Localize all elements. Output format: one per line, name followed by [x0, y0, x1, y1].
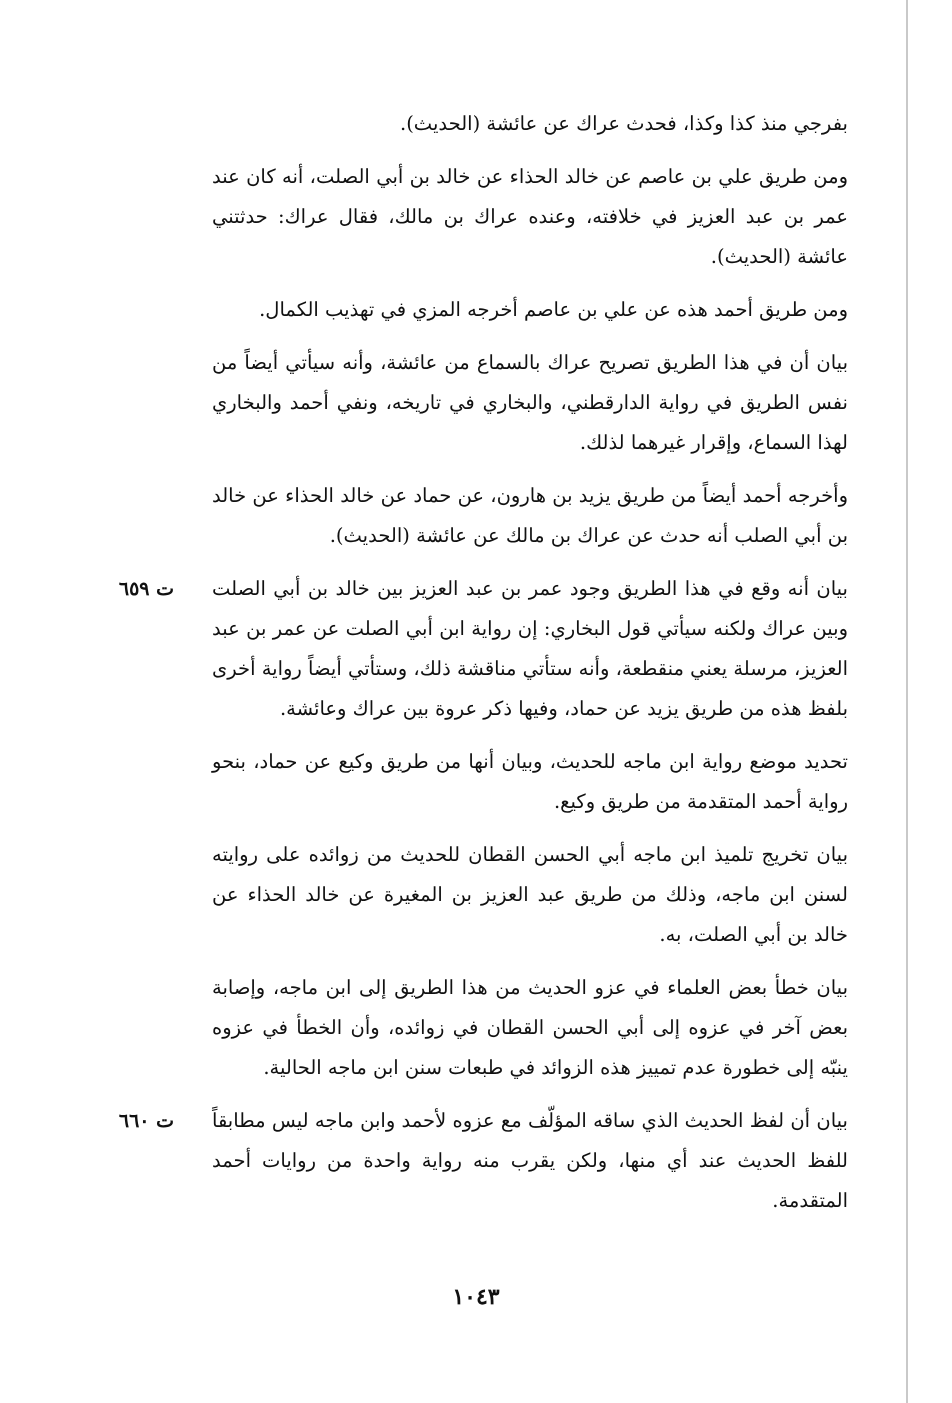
paragraph-text: وأخرجه أحمد أيضاً من طريق يزيد بن هارون، عن حماد عن خالد الحذاء عن خالد بن أبي الصلب أنه حدث عن عراك بن مالك عن عائشة (الحديث). [212, 484, 848, 547]
page-edge-line [906, 0, 908, 1403]
paragraph-text: بيان أن في هذا الطريق تصريح عراك بالسماع من عائشة، وأنه سيأتي أيضاً من نفس الطريق في رواية الدارقطني، والبخاري في تاريخه، ونفي أحمد والبخاري لهذا السماع، وإقرار غيرهما لذلك. [212, 351, 848, 454]
paragraph [212, 968, 848, 1088]
margin-note: ت ٦٦٠ [118, 1110, 174, 1132]
page-body [118, 104, 848, 1234]
paragraph-text: بيان تخريج تلميذ ابن ماجه أبي الحسن القطان للحديث من زوائده على روايته لسنن ابن ماجه، وذلك من طريق عبد العزيز بن المغيرة عن خالد الحذاء عن خالد بن أبي الصلت، به. [212, 843, 848, 946]
paragraph [212, 104, 848, 144]
paragraph [212, 835, 848, 955]
paragraph [118, 569, 848, 729]
paragraph-text: ومن طريق علي بن عاصم عن خالد الحذاء عن خالد بن أبي الصلت، أنه كان عند عمر بن عبد العزيز في خلافته، وعنده عراك بن مالك، فقال عراك: حدثتني عائشة (الحديث). [212, 165, 848, 268]
paragraph [212, 290, 848, 330]
paragraph-text: بفرجي منذ كذا وكذا، فحدث عراك عن عائشة (الحديث). [400, 112, 848, 135]
paragraph [212, 476, 848, 556]
margin-note: ت ٦٥٩ [118, 578, 174, 600]
paragraph-text: بيان خطأ بعض العلماء في عزو الحديث من هذا الطريق إلى ابن ماجه، وإصابة بعض آخر في عزوه إلى أبي الحسن القطان في زوائده، وأن الخطأ في عزوه ينبّه إلى خطورة عدم تمييز هذه الزوائد في طبعات سنن ابن ماجه الحالية. [212, 976, 848, 1079]
paragraph [212, 742, 848, 822]
paragraph [212, 343, 848, 463]
paragraph [118, 1101, 848, 1221]
paragraph [212, 157, 848, 277]
paragraph-text: بيان أنه وقع في هذا الطريق وجود عمر بن عبد العزيز بين خالد بن أبي الصلت وبين عراك ولكنه سيأتي قول البخاري: إن رواية ابن أبي الصلت عن عمر بن عبد العزيز، مرسلة يعني منقطعة، وأنه ستأتي مناقشة ذلك، وستأتي أيضاً رواية أخرى بلفظ هذه من طريق يزيد عن حماد، وفيها ذكر عروة بين عراك وعائشة. [212, 577, 848, 720]
paragraph-text: بيان أن لفظ الحديث الذي ساقه المؤلّف مع عزوه لأحمد وابن ماجه ليس مطابقاً للفظ الحديث عند أي منها، ولكن يقرب منه رواية واحدة من روايات أحمد المتقدمة. [212, 1109, 848, 1212]
page-number: ١٠٤٣ [452, 1284, 500, 1310]
paragraph-text: تحديد موضع رواية ابن ماجه للحديث، وبيان أنها من طريق وكيع عن حماد، بنحو رواية أحمد المتقدمة من طريق وكيع. [212, 750, 848, 813]
paragraph-text: ومن طريق أحمد هذه عن علي بن عاصم أخرجه المزي في تهذيب الكمال. [259, 298, 848, 321]
